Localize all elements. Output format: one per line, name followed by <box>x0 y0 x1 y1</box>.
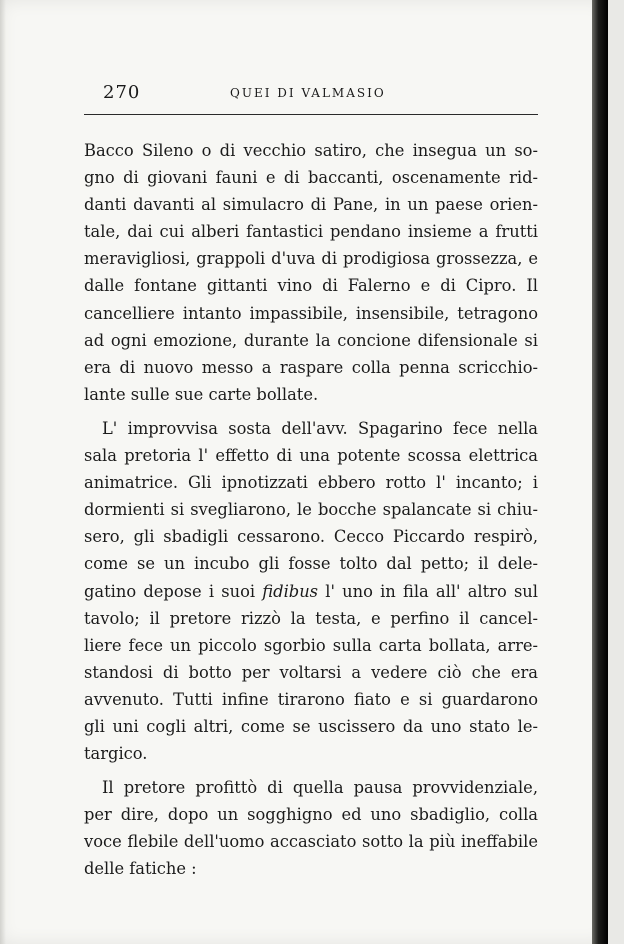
text-line: avvenuto. Tutti infine tirarono fiato e si guardarono <box>84 689 538 709</box>
page-header <box>103 82 533 106</box>
text-segment: gatino depose i suoi <box>84 581 263 601</box>
text-line: danti davanti al simulacro di Pane, in un paese orien- <box>84 195 538 215</box>
running-title: QUEI DI VALMASIO <box>230 86 386 100</box>
text-line: ad ogni emozione, durante la concione difensionale si <box>84 330 538 350</box>
text-line: sero, gli sbadigli cessarono. Cecco Piccardo respirò, <box>84 527 538 547</box>
text-line: tale, dai cui alberi fantastici pendano insieme a frutti <box>84 222 538 242</box>
text-line: delle fatiche : <box>84 859 197 879</box>
text-line: Bacco Sileno o di vecchio satiro, che insegua un so- <box>84 141 538 160</box>
text-line: liere fece un piccolo sgorbio sulla carta bollata, arre- <box>84 635 538 655</box>
text-line: targico. <box>84 744 148 764</box>
text-line: meravigliosi, grappoli d'uva di prodigiosa grossezza, e <box>84 249 538 269</box>
text-line: tavolo; il pretore rizzò la testa, e perfino il cancel- <box>84 608 538 628</box>
text-line: come se un incubo gli fosse tolto dal petto; il dele- <box>84 554 538 574</box>
text-line: cancelliere intanto impassibile, insensibile, tetragono <box>84 303 538 323</box>
text-line: lante sulle sue carte bollate. <box>84 384 319 404</box>
paragraph-gap <box>84 408 538 415</box>
text-line: L' improvvisa sosta dell'avv. Spagarino fece nella <box>102 418 538 438</box>
header-rule <box>84 114 538 115</box>
text-segment: l' uno in fila all' altro sul <box>318 581 539 601</box>
text-line: era di nuovo messo a raspare colla penna scricchio- <box>84 357 538 377</box>
text-line: dormienti si svegliarono, le bocche spalancate si chiu- <box>84 500 538 520</box>
page-number: 270 <box>103 82 141 103</box>
text-line: standosi di botto per voltarsi a vedere ciò che era <box>84 662 538 682</box>
page-right-edge <box>592 0 608 944</box>
text-line-with-italic <box>84 578 538 605</box>
text-line: gli uni cogli altri, come se uscissero da uno stato le- <box>84 716 538 736</box>
text-line: voce flebile dell'uomo accasciato sotto la più ineffabile <box>84 832 538 852</box>
paragraph-gap <box>84 767 538 774</box>
text-line: animatrice. Gli ipnotizzati ebbero rotto l' incanto; i <box>84 473 538 493</box>
text-line: gno di giovani fauni e di baccanti, oscenamente rid- <box>84 168 538 188</box>
text-line: per dire, dopo un sogghigno ed uno sbadiglio, colla <box>84 805 538 825</box>
text-line: dalle fontane gittanti vino di Falerno e di Cipro. Il <box>84 276 538 296</box>
body-text <box>84 137 538 883</box>
page-gutter-shadow <box>0 0 6 944</box>
text-line: Il pretore profittò di quella pausa provvidenziale, <box>102 778 538 798</box>
italic-word: fidibus <box>262 581 319 601</box>
text-line: sala pretoria l' effetto di una potente scossa elettrica <box>84 446 538 466</box>
